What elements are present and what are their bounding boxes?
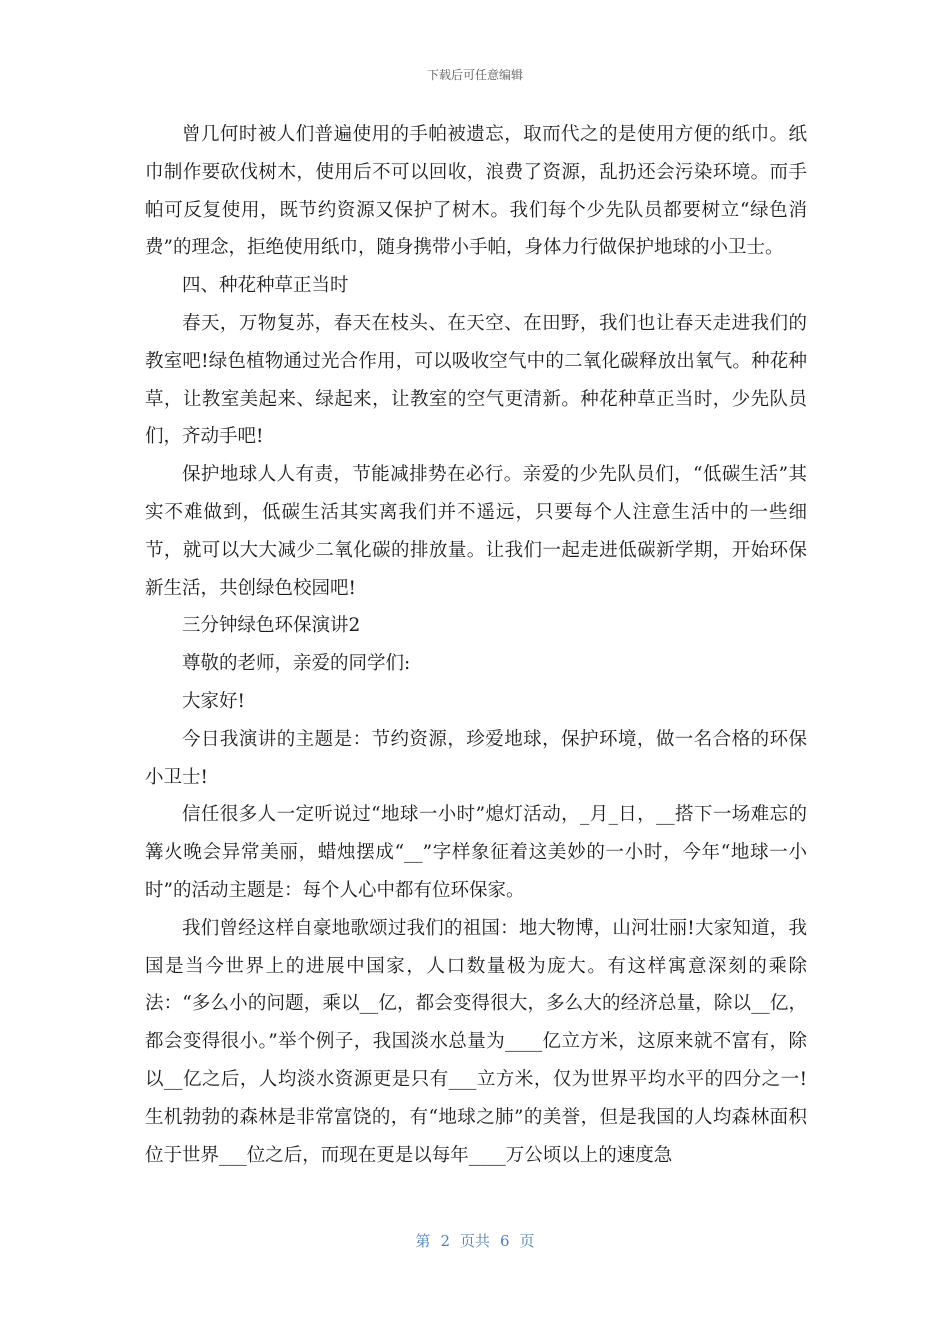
- greeting: 大家好!: [182, 690, 245, 712]
- page-footer: [0, 1230, 950, 1251]
- salutation: 尊敬的老师，亲爱的同学们:: [182, 653, 411, 675]
- paragraph-low-carbon: 保护地球人人有责，节能减排势在必行。亲爱的少先队员们，“低碳生活”其实不难做到，低碳生活其实离我们并不遥远，只要每个人注意生活中的一些细节，就可以大大减少二氧化碳的排放量。让我们一起走进低碳新学期，开始环保新生活，共创绿色校园吧!: [145, 464, 807, 599]
- footer-middle: 页共: [459, 1232, 490, 1250]
- footer-prefix: 第: [415, 1232, 431, 1250]
- paragraph-resources: 我们曾经这样自豪地歌颂过我们的祖国：地大物博，山河壮丽!大家知道，我国是当今世界上的进展中国家，人口数量极为庞大。有这样寓意深刻的乘除法：“多么小的问题，乘以__亿，都会变得很大，多么大的经济总量，除以__亿，都会变得很小。”举个例子，我国淡水总量为____亿立方米，这原来就不富有，除以__亿之后，人均淡水资源更是只有___立方米，仅为世界平均水平的四分之一!生机勃勃的森林是非常富饶的，有“地球之肺”的美誉，但是我国的人均森林面积位于世界___位之后，而现在更是以每年____万公顷以上的速度急: [145, 917, 807, 1166]
- document-body: [145, 116, 807, 1174]
- paragraph-spring: 春天，万物复苏，春天在枝头、在天空、在田野，我们也让春天走进我们的教室吧!绿色植物通过光合作用，可以吸收空气中的二氧化碳释放出氧气。种花种草，让教室美起来、绿起来，让教室的空气更清新。种花种草正当时，少先队员们，齐动手吧!: [145, 312, 807, 448]
- section-heading-planting: 四、种花种草正当时: [182, 275, 349, 297]
- speech-title: 三分钟绿色环保演讲2: [182, 615, 361, 637]
- footer-suffix: 页: [519, 1232, 535, 1250]
- paragraph-theme: 今日我演讲的主题是：节约资源，珍爱地球，保护环境，做一名合格的环保小卫士!: [145, 728, 807, 788]
- paragraph-handkerchief: 曾几何时被人们普遍使用的手帕被遗忘，取而代之的是使用方便的纸巾。纸巾制作要砍伐树木，使用后不可以回收，浪费了资源，乱扔还会污染环境。而手帕可反复使用，既节约资源又保护了树木。我们每个少先队员都要树立“绿色消费”的理念，拒绝使用纸巾，随身携带小手帕，身体力行做保护地球的小卫士。: [145, 124, 807, 259]
- paragraph-earth-hour: 信任很多人一定听说过“地球一小时”熄灯活动，_月_日，__搭下一场难忘的篝火晚会异常美丽，蜡烛摆成“__”字样象征着这美妙的一小时，今年“地球一小时”的活动主题是：每个人心中都有位环保家。: [145, 804, 807, 901]
- footer-page-number: 2: [440, 1232, 450, 1250]
- page-header-note: 下载后可任意编辑: [426, 68, 523, 82]
- footer-total-pages: 6: [500, 1232, 510, 1250]
